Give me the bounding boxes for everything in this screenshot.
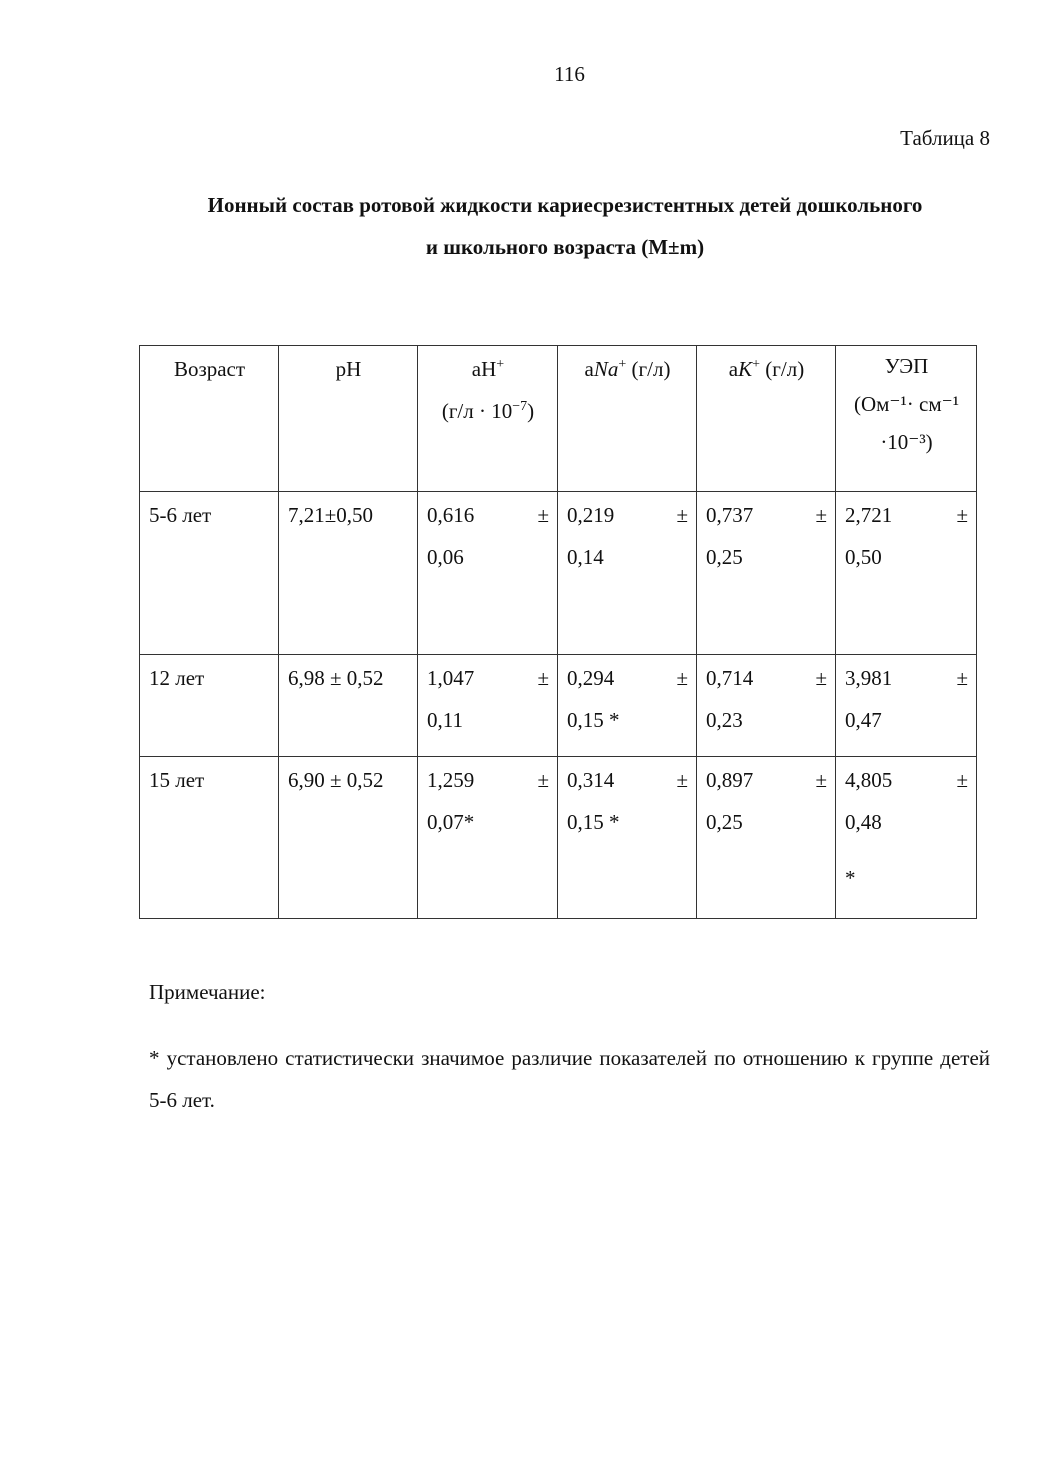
table-title [140, 184, 990, 268]
cell-age: 5-6 лет [140, 492, 279, 655]
ion-composition-table [139, 345, 977, 919]
cell-uep: 4,805 ± 0,48 * [836, 757, 977, 919]
cell-ak: 0,897 ± 0,25 [697, 757, 836, 919]
header-ph: рН [279, 346, 418, 492]
cell-age: 15 лет [140, 757, 279, 919]
title-line-1: Ионный состав ротовой жидкости кариесрезистентных детей дошкольного [207, 193, 923, 217]
header-ana: аNa+ (г/л) [558, 346, 697, 492]
cell-ak: 0,737 ± 0,25 [697, 492, 836, 655]
cell-ph: 6,98 ± 0,52 [279, 655, 418, 757]
note-title: Примечание: [149, 980, 266, 1004]
title-line-2: и школьного возраста (M±m) [425, 235, 705, 259]
header-uep: УЭП (Ом⁻¹· см⁻¹ ·10⁻³) [836, 346, 977, 492]
cell-ah: 0,616 ± 0,06 [418, 492, 558, 655]
table-label: Таблица 8 [900, 126, 990, 150]
table-row [140, 655, 977, 757]
cell-age: 12 лет [140, 655, 279, 757]
header-ak: аK+ (г/л) [697, 346, 836, 492]
cell-ph: 7,21±0,50 [279, 492, 418, 655]
cell-ph: 6,90 ± 0,52 [279, 757, 418, 919]
page-number: 116 [554, 62, 585, 86]
table-header-row [140, 346, 977, 492]
cell-ah: 1,047 ± 0,11 [418, 655, 558, 757]
cell-uep: 3,981 ± 0,47 [836, 655, 977, 757]
cell-uep: 2,721 ± 0,50 [836, 492, 977, 655]
cell-ana: 0,294 ± 0,15 * [558, 655, 697, 757]
cell-ana: 0,314 ± 0,15 * [558, 757, 697, 919]
header-age: Возраст [140, 346, 279, 492]
table-row [140, 492, 977, 655]
cell-ah: 1,259 ± 0,07* [418, 757, 558, 919]
table-row [140, 757, 977, 919]
cell-ana: 0,219 ± 0,14 [558, 492, 697, 655]
cell-ak: 0,714 ± 0,23 [697, 655, 836, 757]
header-ah: аН+ $(г/л \cdot 10^{-7})$ [418, 346, 558, 492]
note-text: * установлено статистически значимое различие показателей по отношению к группе детей 5-6 лет. [149, 1046, 990, 1112]
